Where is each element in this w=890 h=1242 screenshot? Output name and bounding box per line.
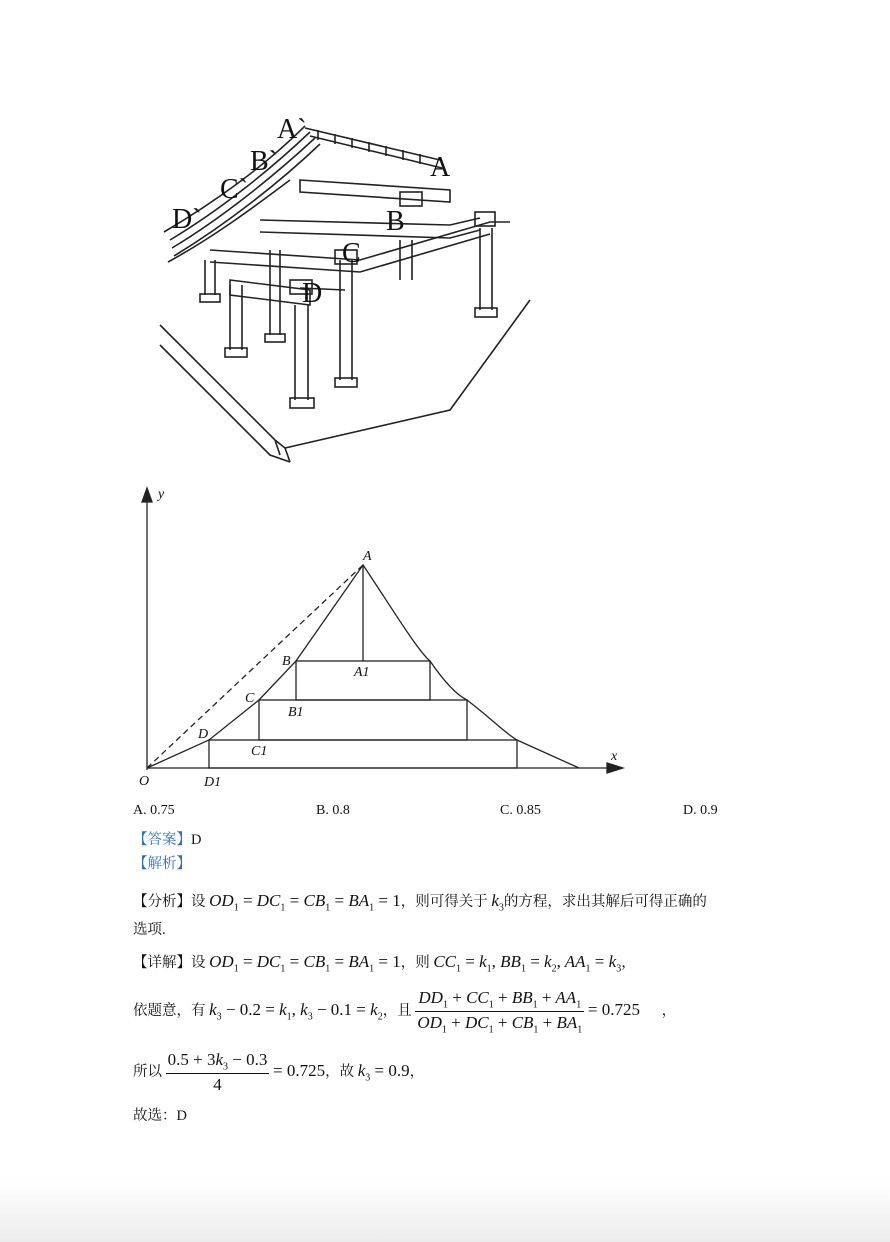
y-axis-arrow: [142, 488, 152, 502]
answer-tag: 【答案】: [133, 832, 191, 848]
conclusion: 故选：D: [133, 1108, 187, 1124]
point-c-label: C: [245, 691, 255, 706]
fenxi-mid: ，则可得关于: [400, 894, 488, 910]
label-b: B: [386, 206, 405, 237]
answer-line: [133, 828, 201, 849]
fenxi-tag: 【分析】: [133, 894, 191, 910]
axis-x-label: x: [611, 749, 618, 764]
option-b[interactable]: B. 0.8: [316, 803, 350, 818]
line3-mid: ，故: [325, 1064, 355, 1081]
xiangjie-line-3: [133, 1050, 424, 1095]
xiangjie-mid: ，则: [400, 955, 430, 971]
dashed-line-oa: [147, 565, 363, 768]
x-axis-arrow: [607, 763, 623, 773]
label-a-prime: A`: [277, 114, 307, 145]
mean-fraction: $\frac{0.5 + 3k_3 - 0.3}{4}$: [167, 1050, 268, 1095]
xiangjie-line-2: [133, 988, 676, 1036]
line2-mid: ，且: [382, 1003, 412, 1020]
point-a1-label: A1: [354, 665, 370, 680]
analysis-tag: 【解析】: [133, 856, 191, 872]
xiangjie-pre: 设: [191, 955, 206, 971]
fenxi-line-1: [133, 890, 707, 913]
point-b-label: B: [282, 654, 291, 669]
fenxi-line-2: 选项.: [133, 922, 166, 938]
option-c[interactable]: C. 0.85: [500, 803, 541, 818]
point-c1-label: C1: [251, 744, 268, 759]
origin-label: O: [139, 774, 150, 789]
answer-value: D: [191, 832, 202, 848]
xiangjie-end: ，: [621, 955, 636, 971]
label-c-prime: C`: [220, 174, 248, 205]
point-b1-label: B1: [288, 705, 304, 720]
fenxi-equation: $OD_1 = DC_1 = CB_1 = BA_1 = 1$: [209, 891, 401, 914]
option-a[interactable]: A. 0.75: [133, 803, 175, 818]
fenxi-post: 的方程，求出其解后可得正确的: [503, 894, 707, 910]
label-c: C: [342, 238, 361, 269]
point-a-label: A: [363, 549, 372, 564]
xiangjie-eq1: $OD_1 = DC_1 = CB_1 = BA_1 = 1$: [209, 952, 401, 975]
ratio-fraction: $\frac{DD_1 + CC_1 + BB_1 + AA_1}{OD_1 + DC_1 + CB_1 + BA_1}$: [417, 988, 583, 1036]
xiangjie-eq2: $CC_1 = k_1$, $BB_1 = k_2$, $AA_1 = k_3$: [433, 952, 622, 975]
building-illustration: [150, 110, 540, 465]
point-d1-label: D1: [204, 775, 222, 790]
coordinate-diagram: [125, 480, 635, 795]
page-bottom-shade: [0, 1182, 890, 1242]
xiangjie-line-1: [133, 951, 636, 974]
line2-end: ，: [661, 1003, 677, 1020]
ratio-value: = 0.725: [587, 1000, 641, 1020]
fenxi-pre: 设: [191, 894, 206, 910]
xiangjie-tag: 【详解】: [133, 955, 191, 971]
line3-end: ，: [409, 1064, 425, 1081]
label-b-prime: B`: [250, 146, 278, 177]
fenxi-var: $k_3$: [491, 891, 504, 914]
line3-pre: 所以: [133, 1064, 162, 1081]
line2-pre: 依题意，有: [133, 1003, 206, 1020]
line2-equation: $k_3 - 0.2 = k_1$, $k_3 - 0.1 = k_2$: [209, 1000, 383, 1023]
k3-result: $k_3 = 0.9$: [357, 1061, 410, 1084]
label-d: D: [302, 278, 323, 309]
label-a: A: [430, 152, 451, 183]
label-d-prime: D`: [172, 204, 202, 235]
option-d[interactable]: D. 0.9: [683, 803, 718, 818]
point-d-label: D: [198, 727, 209, 742]
mean-value: = 0.725: [272, 1061, 326, 1081]
axis-y-label: y: [158, 487, 165, 502]
